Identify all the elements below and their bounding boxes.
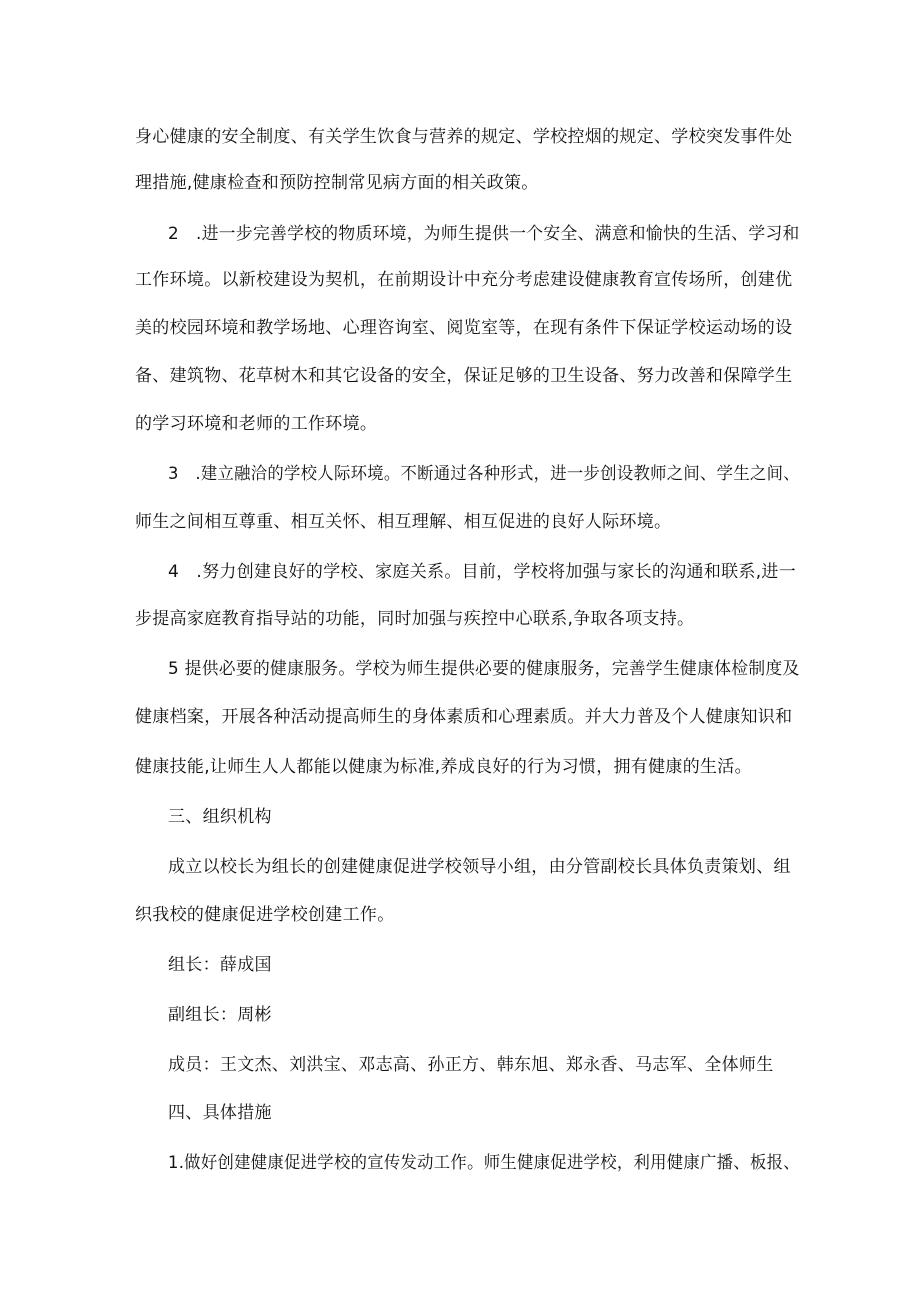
text-line: 2 .进一步完善学校的物质环境，为师生提供一个安全、满意和愉快的生活、学习和	[168, 224, 800, 244]
text-line: 3 .建立融洽的学校人际环境。不断通过各种形式，进一步创设教师之间、学生之间、	[168, 464, 800, 484]
text-line: 美的校园环境和教学场地、心理咨询室、阅览室等，在现有条件下保证学校运动场的设	[135, 318, 793, 338]
text-line: 备、建筑物、花草树木和其它设备的安全，保证足够的卫生设备、努力改善和保障学生	[135, 366, 793, 386]
text-line: 师生之间相互尊重、相互关怀、相互理解、相互促进的良好人际环境。	[135, 512, 672, 532]
text-line: 健康档案，开展各种活动提高师生的身体素质和心理素质。并大力普及个人健康知识和	[135, 707, 793, 727]
section-heading: 三、组织机构	[168, 807, 272, 827]
text-line: 的学习环境和老师的工作环境。	[135, 414, 378, 434]
text-line: 成员：王文杰、刘洪宝、邓志高、孙正方、韩东旭、郑永香、马志军、全体师生	[168, 1055, 774, 1075]
text-line: 1.做好创建健康促进学校的宣传发动工作。师生健康促进学校，利用健康广播、板报、	[168, 1153, 800, 1173]
text-line: 身心健康的安全制度、有关学生饮食与营养的规定、学校控烟的规定、学校突发事件处	[135, 127, 793, 147]
text-line: 织我校的健康促进学校创建工作。	[135, 905, 395, 925]
text-line: 成立以校长为组长的创建健康促进学校领导小组，由分管副校长具体负责策划、组	[168, 857, 791, 877]
text-line: 理措施,健康检查和预防控制常见病方面的相关政策。	[135, 173, 539, 193]
text-line: 健康技能,让师生人人都能以健康为标准,养成良好的行为习惯，拥有健康的生活。	[135, 757, 752, 777]
text-line: 4 .努力创建良好的学校、家庭关系。目前，学校将加强与家长的沟通和联系,进一	[168, 562, 797, 582]
text-line: 副组长：周彬	[168, 1005, 272, 1025]
section-heading: 四、具体措施	[168, 1103, 272, 1123]
text-line: 工作环境。以新校建设为契机，在前期设计中充分考虑建设健康教育宣传场所，创建优	[135, 270, 793, 290]
text-line: 步提高家庭教育指导站的功能，同时加强与疾控中心联系,争取各项支持。	[135, 609, 695, 629]
text-line: 组长：薛成国	[168, 955, 272, 975]
text-line: 5 提供必要的健康服务。学校为师生提供必要的健康服务，完善学生健康体检制度及	[168, 659, 800, 679]
